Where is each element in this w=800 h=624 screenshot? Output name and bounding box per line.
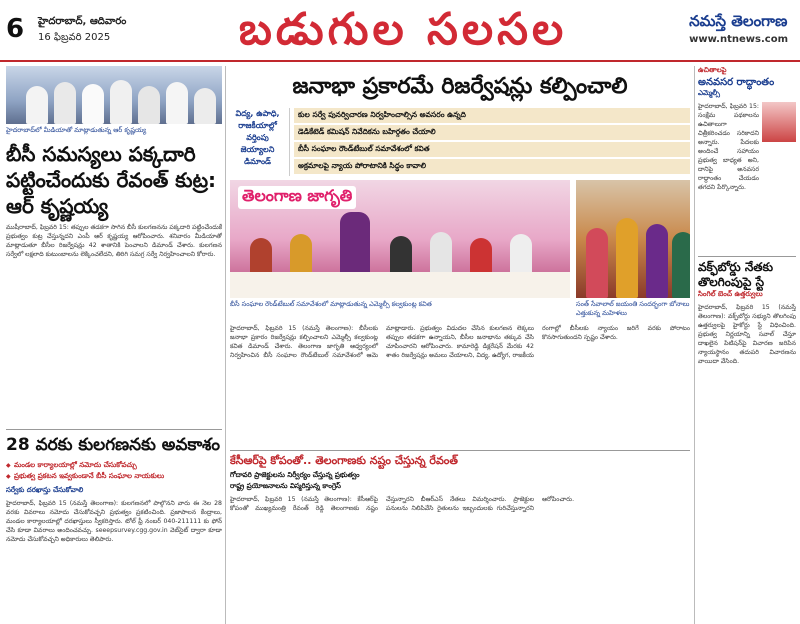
dateline [38,14,126,46]
highlight-item: బీసీ సంఘాల రౌండ్‌టేబుల్ సమావేశంలో కవిత [294,142,690,157]
main-photo-block [230,180,570,320]
main-story [230,66,690,624]
right-story-top [698,102,796,252]
press-meet-photo [6,66,222,124]
right-headline-2: వక్ఫ్‌బోర్డు నేతకు తొలగింపుపై స్టే [698,256,796,290]
page-number: 6 [6,14,25,44]
photo-caption: హైదరాబాద్‌లో మీడియాతో మాట్లాడుతున్న ఆర్ కృష్ణయ్య [6,126,147,134]
left-bullets [6,460,222,482]
sub-bullets [230,470,690,492]
right-body-text-2: హైదరాబాద్, ఫిబ్రవరి 15 (నమస్తే తెలంగాణ): వక్ఫ్‌బోర్డు సభ్యుని తొలగింపు ఉత్తర్వులపై హైకోర్టు స్టే విధించింది. ప్రభుత్వ నిర్ణయాన్ని సవాల్ చేస్తూ దాఖలైన పిటిషన్‌పై విచారణ జరిపిన న్యాయస్థానం తదుపరి విచారణను వాయిదా వేసింది. [698,304,796,365]
right-body-text: హైదరాబాద్, ఫిబ్రవరి 15: సంక్షేమ పథకాలను ఉచితాలుగా చిత్రీకరించడం సరికాదని అన్నారు. పేదలకు అందించే సహాయం ప్రభుత్వ బాధ్యత అని, దానిపై అనవసర రాద్ధాంతం చేయడం తగదని పేర్కొన్నారు. [698,103,759,191]
section-title: బడుగుల సలసల [238,4,568,55]
right-column [698,66,796,624]
column-divider [225,66,226,624]
main-highlights [294,108,690,176]
main-photo-caption: బీసీ సంఘాల రౌండ్‌టేబుల్ సమావేశంలో మాట్లాడుతున్న ఎమ్మెల్సీ కల్వకుంట్ల కవిత [230,300,432,308]
main-highlights-row [230,108,690,176]
brand-logo [689,12,788,45]
bullet-item: ◆ ప్రభుత్వ ప్రకటన ఇవ్వకుండానే బీసీ సంఘాల నాయకులు [6,471,222,482]
left-body-text-2: హైదరాబాద్, ఫిబ్రవరి 15 (నమస్తే తెలంగాణ): కులగణనలో పాల్గొనని వారు ఈ నెల 28 వరకు వివరాలు నమోదు చేసుకోవచ్చని ప్రభుత్వం ప్రకటించింది. ప్రజాపాలన కేంద్రాలు, మండల కార్యాలయాల్లో దరఖాస్తులు స్వీకరిస్తారు. టోల్ ఫ్రీ నంబర్ 040-211111 కు ఫోన్ చేసి కూడా వివరాలు అందించవచ్చు. seeepsurvey.cgg.gov.in వెబ్‌సైట్ ద్వారా కూడా నమోదు చేసుకోవచ్చని అధికారులు తెలిపారు. [6,500,222,543]
main-photo-row [230,180,690,320]
bonalu-photo [576,180,690,298]
bullet-item: ◆ మండల కార్యాలయాల్లో నమోదు చేసుకోవచ్చు [6,460,222,471]
main-kicker: విద్య, ఉపాధి, రాజకీయాల్లో వర్తింపు జెయ్యాలని డిమాండ్ [230,108,290,176]
side-photo-caption: సంత్ సేవాలాల్ జయంతి సందర్భంగా బోనాలు ఎత్తుకున్న మహిళలు [576,300,690,317]
left-headline-2: 28 వరకు కులగణనకు అవకాశం [6,429,222,456]
sub-body-text: హైదరాబాద్, ఫిబ్రవరి 15 (నమస్తే తెలంగాణ): కేసీఆర్‌పై కోపంతో ముఖ్యమంత్రి రేవంత్ రెడ్డి తెలంగాణకు నష్టం చేస్తున్నారని బీఆర్ఎస్ నేతలు విమర్శించారు. ప్రాజెక్టుల పనులను నిలిపివేసి రైతులను ఇబ్బందులకు గురిచేస్తున్నారని ఆరోపించారు. [230,496,575,512]
right-kicker-2: సింగిల్ బెంచ్ ఉత్తర్వులు [698,290,763,298]
highlight-item: కుల సర్వే పునర్విచారణ నిర్వహించాల్సిన అవసరం ఉన్నది [294,108,690,123]
side-photo-block [576,180,690,320]
main-headline: జనాభా ప్రకారమే రిజర్వేషన్లు కల్పించాలి [292,74,628,99]
left-column [6,66,222,624]
banner-logo: తెలంగాణ జాగృతి [238,186,356,209]
right-byline: ఎమ్మెల్సీ [698,89,721,97]
highlight-item: అక్రమాలపై న్యాయ పోరాటానికి సిద్ధం కావాలి [294,159,690,174]
sub-bullet-item: గోదావరి ప్రాజెక్టులను నిర్వీర్యం చేస్తున్న ప్రభుత్వం [230,471,360,479]
city-day: హైదరాబాద్, ఆదివారం [38,16,127,27]
highlight-item: డెడికేటెడ్ కమిషన్ నివేదికను బహిర్గతం చేయాలి [294,125,690,140]
left-mini-head: సర్వేకు దరఖాస్తు చేసుకోవాలి [6,486,84,494]
left-body-text: ముషీరాబాద్, ఫిబ్రవరి 15: తప్పుల తడకగా సాగిన బీసీ కులగణనను పక్కదారి పట్టించేందుకే ప్రభుత్వం కుట్ర చేస్తున్నదని ఎంపీ ఆర్ కృష్ణయ్య ఆరోపించారు. శనివారం మీడియాతో మాట్లాడుతూ బీసీల రిజర్వేషన్లు 42 శాతానికి పెంచాలని డిమాండ్ చేశారు. కులగణన సర్వేలో లక్షలాది కుటుంబాలను లెక్కించలేదని, తిరిగి సమగ్ర సర్వే నిర్వహించాలని కోరారు. [6,224,222,258]
brand-name: నమస్తే తెలంగాణ [689,12,788,30]
roundtable-photo [230,180,570,298]
right-kicker: ఉచితాలపై [698,66,727,74]
right-headline: అనవసర రాద్ధాంతం [698,77,775,88]
left-headline: బీసీ సమస్యలు పక్కదారి పట్టించేందుకు రేవంత్ కుట్ర: ఆర్ కృష్ణయ్య [6,142,217,218]
table [230,272,570,298]
main-body-text: హైదరాబాద్, ఫిబ్రవరి 15 (నమస్తే తెలంగాణ): బీసీలకు జనాభా ప్రకారం రిజర్వేషన్లు కల్పించాలని ఎమ్మెల్సీ కల్వకుంట్ల కవిత డిమాండ్ చేశారు. తెలంగాణ జాగృతి ఆధ్వర్యంలో నిర్వహించిన బీసీ సంఘాల రౌండ్‌టేబుల్ సమావేశంలో ఆమె మాట్లాడారు. ప్రభుత్వం విడుదల చేసిన కులగణన లెక్కలు తప్పుల తడకగా ఉన్నాయని, బీసీల జనాభాను తక్కువ చేసి చూపించారని ఆరోపించారు. కామారెడ్డి డిక్లరేషన్ మేరకు 42 శాతం రిజర్వేషన్లు అమలు చేయాలని, విద్య, ఉద్యోగ, రాజకీయ రంగాల్లో బీసీలకు న్యాయం జరిగే వరకు పోరాటం కొనసాగుతుందని స్పష్టం చేశారు. [230,325,690,359]
column-divider [694,66,695,624]
portrait-photo [762,102,796,142]
masthead [0,0,800,62]
sub-headline: కేసీఆర్‌పై కోపంతో.. తెలంగాణకు నష్టం చేస్తున్న రేవంత్ [230,450,690,470]
issue-date: 16 ఫిబ్రవరి 2025 [38,32,111,43]
brand-url: www.ntnews.com [689,34,788,45]
sub-bullet-item: రాష్ట్ర ప్రయోజనాలను విస్మరిస్తున్న కాంగ్రెస్ [230,482,341,490]
